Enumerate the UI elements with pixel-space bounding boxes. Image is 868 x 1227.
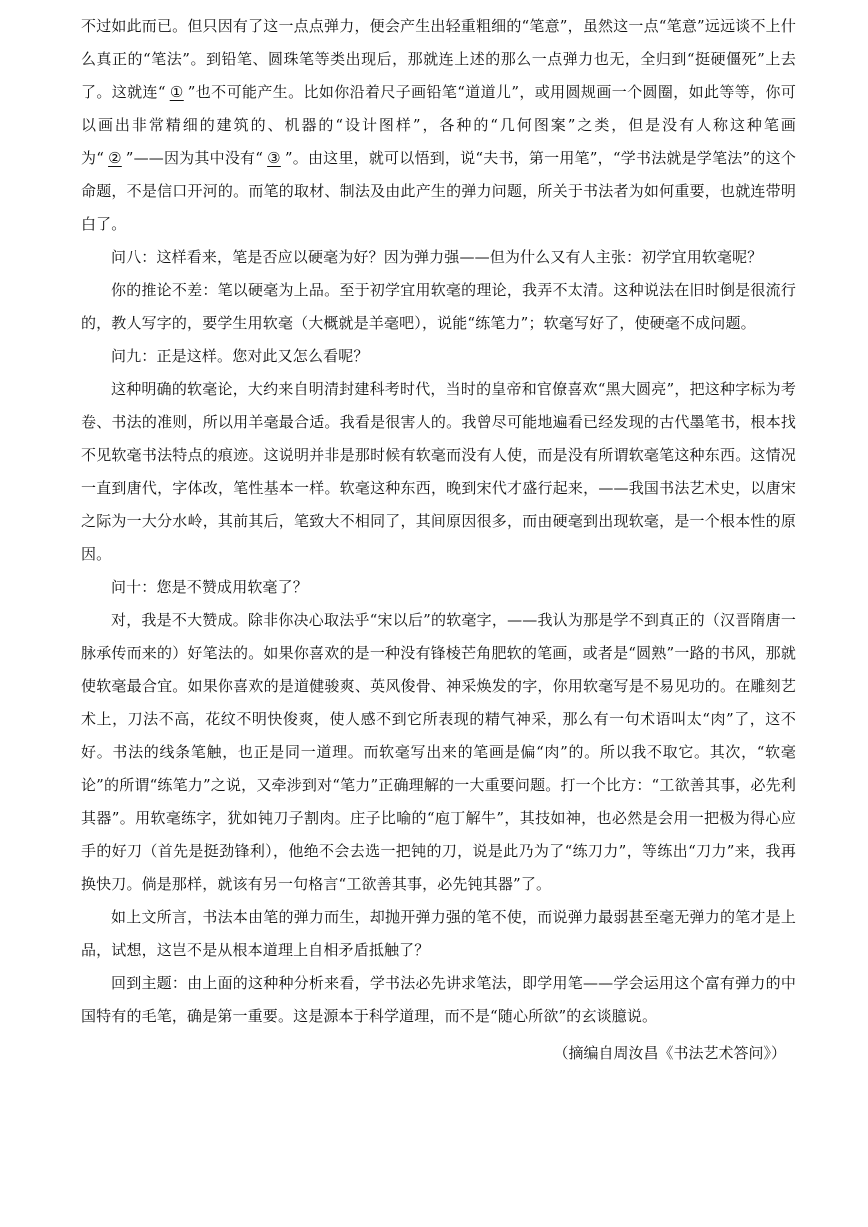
question-9: 问九：正是这样。您对此又怎么看呢？ xyxy=(111,347,369,365)
paragraph-summary: 如上文所言，书法本由笔的弹力而生，却抛开弹力强的笔不使，而说弹力最弱甚至毫无弹力的笔才是上品，试想，这岂不是从根本道理上自相矛盾抵触了？ xyxy=(81,908,796,959)
intro-text-2: ”也不可能产生。比如你沿着尺子画铅笔“道道儿”，或用圆规画一个圆圈，如此等等，你可以画出非常精细的建筑的、机器的“设计图样”，各种的“几何图案”之类，但是没有人称这种笔画为“ xyxy=(81,83,796,167)
intro-text-3: ”——因为其中没有“ xyxy=(125,149,264,167)
paragraph-intro xyxy=(81,10,796,241)
paragraph-conclusion: 回到主题：由上面的这种种分析来看，学书法必先讲求笔法，即学用笔——学会运用这个富有弹力的中国特有的毛笔，确是第一重要。这是源本于科学道理，而不是“随心所欲”的玄谈臆说。 xyxy=(81,974,796,1025)
question-10: 问十：您是不赞成用软毫了？ xyxy=(111,578,308,596)
intro-text-4: ”。由这里，就可以悟到，说“夫书，第一用笔”，“学书法就是学笔法”的这个命题，不是信口开河的。而笔的取材、制法及由此产生的弹力问题，所关于书法者为如何重要，也就连带明白了。 xyxy=(81,149,796,233)
source-citation: （摘编自周汝昌《书法艺术答问》） xyxy=(553,1044,786,1062)
blank-2: ② xyxy=(108,149,122,167)
intro-text-1: 不过如此而已。但只因有了这一点点弹力，便会产生出轻重粗细的“笔意”，虽然这一点“笔意”远远谈不上什么真正的“笔法”。到铅笔、圆珠笔等类出现后，那就连上述的那么一点弹力也无，全归到“挺硬僵死”上去了。这就连“ xyxy=(81,17,796,101)
answer-8: 你的推论不差：笔以硬毫为上品。至于初学宜用软毫的理论，我弄不太清。这种说法在旧时倒是很流行的，教人写字的，要学生用软毫（大概就是羊毫吧），说能“练笔力”；软毫写好了，使硬毫不成问题。 xyxy=(81,281,796,332)
question-8: 问八：这样看来，笔是否应以硬毫为好？因为弹力强——但为什么又有人主张：初学宜用软毫呢？ xyxy=(111,248,763,266)
answer-9: 这种明确的软毫论，大约来自明清封建科考时代，当时的皇帝和官僚喜欢“黑大圆亮”，把这种字标为考卷、书法的准则，所以用羊毫最合适。我看是很害人的。我曾尽可能地遍看已经发现的古代墨笔书，根本找不见软毫书法特点的痕迹。这说明并非是那时候有软毫而没有人使，而是没有所谓软毫笔这种东西。这情况一直到唐代，字体改，笔性基本一样。软毫这种东西，晚到宋代才盛行起来，——我国书法艺术史，以唐宋之际为一大分水岭，其前其后，笔致大不相同了，其间原因很多，而由硬毫到出现软毫，是一个根本性的原因。 xyxy=(81,380,796,563)
answer-10: 对，我是不大赞成。除非你决心取法乎“宋以后”的软毫字，——我认为那是学不到真正的（汉晋隋唐一脉承传而来的）好笔法的。如果你喜欢的是一种没有锋棱芒角肥软的笔画，或者是“圆熟”一路的书风，那就使软毫最合宜。如果你喜欢的是道健骏爽、英风俊骨、神采焕发的字，你用软毫写是不易见功的。在雕刻艺术上，刀法不高，花纹不明快俊爽，使人感不到它所表现的精气神采，那么有一句术语叫太“肉”了，这不好。书法的线条笔触，也正是同一道理。而软毫写出来的笔画是偏“肉”的。所以我不取它。其次，“软毫论”的所谓“练笔力”之说，又牵涉到对“笔力”正确理解的一大重要问题。打一个比方：“工欲善其事，必先利其器”。用软毫练字，犹如钝刀子割肉。庄子比喻的“庖丁解牛”，其技如神，也必然是会用一把极为得心应手的好刀（首先是挺劲锋利），他绝不会去选一把钝的刀，说是此乃为了“练刀力”，等练出“刀力”来，我再换快刀。倘是那样，就该有另一句格言“工欲善其事，必先钝其器”了。 xyxy=(81,611,796,893)
blank-3: ③ xyxy=(267,149,281,167)
blank-1: ① xyxy=(169,83,184,101)
